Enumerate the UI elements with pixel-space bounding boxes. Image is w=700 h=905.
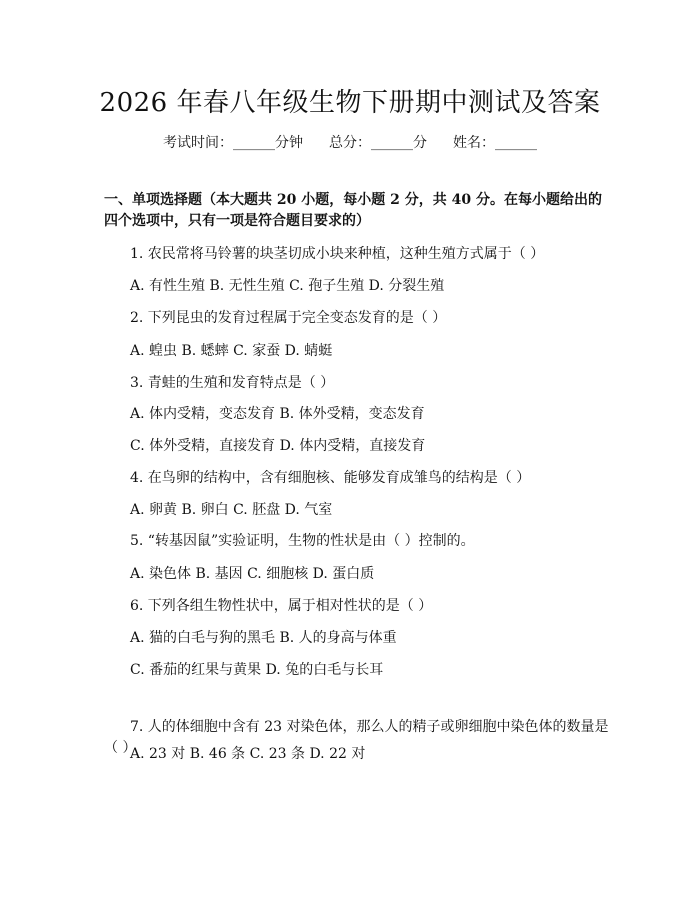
question-4: 4. 在鸟卵的结构中，含有细胞核、能够发育成雏鸟的结构是（ ） xyxy=(130,470,531,486)
question-5-options: A. 染色体 B. 基因 C. 细胞核 D. 蛋白质 xyxy=(130,566,375,582)
section-heading-single-choice: 一、单项选择题（本大题共 20 小题，每小题 2 分，共 40 分。在每小题给出的四个选项中，只有一项是符合题目要求的） xyxy=(104,192,602,229)
page-title: 2026 年春八年级生物下册期中测试及答案 xyxy=(99,88,601,118)
question-7: 7. 人的体细胞中含有 23 对染色体，那么人的精子或卵细胞中染色体的数量是（ ） xyxy=(104,719,609,756)
student-name-field: 姓名：______ xyxy=(453,135,537,151)
total-score-field: 总分：______分 xyxy=(329,135,427,151)
question-1: 1. 农民常将马铃薯的块茎切成小块来种植，这种生殖方式属于（ ） xyxy=(130,246,545,262)
question-3-options-row-1: A. 体内受精，变态发育 B. 体外受精，变态发育 xyxy=(130,406,425,422)
question-6: 6. 下列各组生物性状中，属于相对性状的是（ ） xyxy=(130,598,433,614)
question-1-options: A. 有性生殖 B. 无性生殖 C. 孢子生殖 D. 分裂生殖 xyxy=(130,278,445,294)
question-6-options-row-2: C. 番茄的红果与黄果 D. 兔的白毛与长耳 xyxy=(130,662,384,678)
exam-info xyxy=(0,132,700,152)
question-7-options: A. 23 对 B. 46 条 C. 23 条 D. 22 对 xyxy=(130,746,366,762)
question-2: 2. 下列昆虫的发育过程属于完全变态发育的是（ ） xyxy=(130,310,447,326)
question-6-options-row-1: A. 猫的白毛与狗的黑毛 B. 人的身高与体重 xyxy=(130,630,397,646)
question-3-options-row-2: C. 体外受精，直接发育 D. 体内受精，直接发育 xyxy=(130,438,426,454)
exam-time-field: 考试时间：______分钟 xyxy=(163,135,303,151)
question-4-options: A. 卵黄 B. 卵白 C. 胚盘 D. 气室 xyxy=(130,502,333,518)
question-2-options: A. 蝗虫 B. 蟋蟀 C. 家蚕 D. 蜻蜓 xyxy=(130,343,333,359)
question-5: 5. “转基因鼠”实验证明，生物的性状是由（ ）控制的。 xyxy=(130,533,475,549)
question-3: 3. 青蛙的生殖和发育特点是（ ） xyxy=(130,375,335,391)
